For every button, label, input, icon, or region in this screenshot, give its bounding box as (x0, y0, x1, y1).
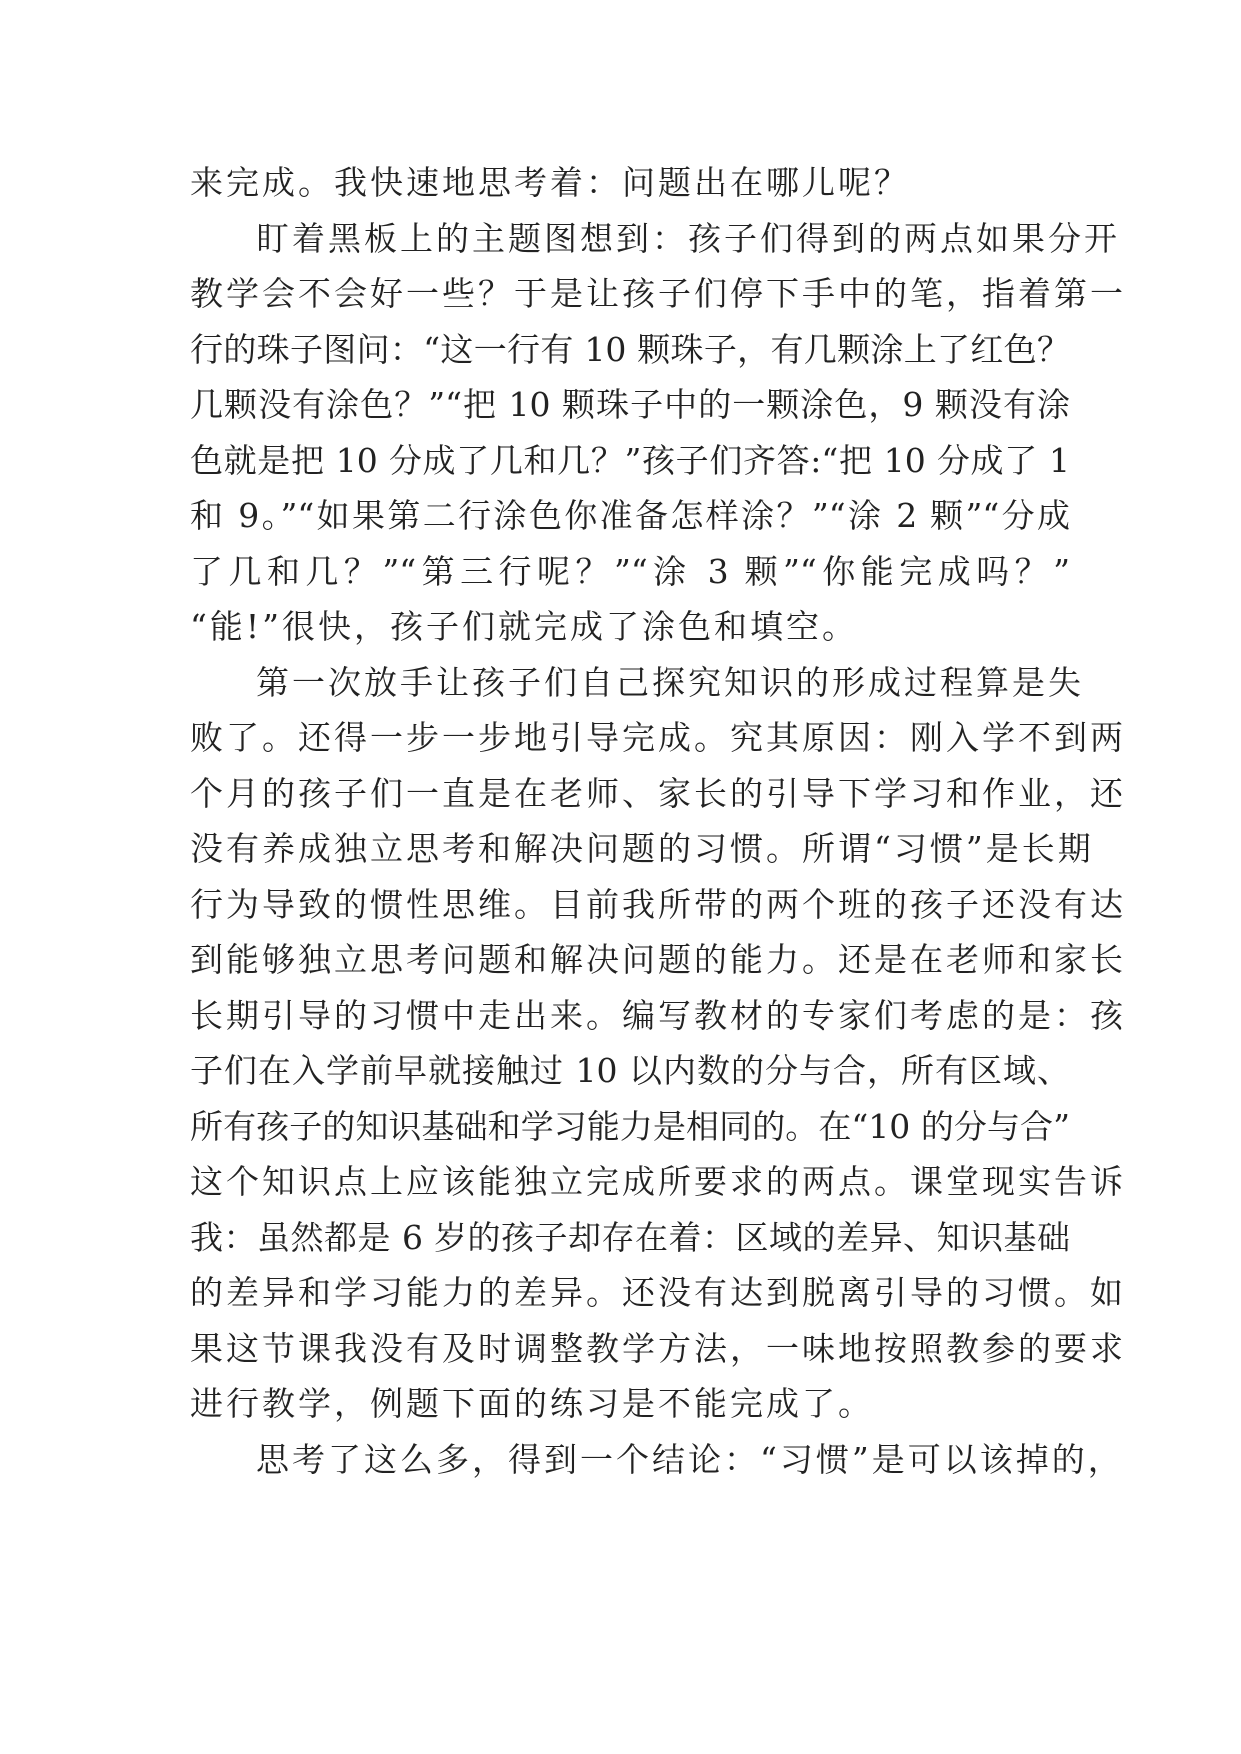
text-line: 没有养成独立思考和解决问题的习惯。所谓“习惯”是长期 (190, 829, 1094, 868)
text-line: 行的珠子图问：“这一行有 10 颗珠子，有几颗涂上了红色？ (190, 329, 1070, 369)
text-line: 的差异和学习能力的差异。还没有达到脱离引导的习惯。如 (190, 1273, 1126, 1312)
text-line: 子们在入学前早就接触过 10 以内数的分与合，所有区域、 (190, 1051, 1070, 1090)
text-line: 这个知识点上应该能独立完成所要求的两点。课堂现实告诉 (190, 1162, 1126, 1201)
text-line: 教学会不会好一些？于是让孩子们停下手中的笔，指着第一 (190, 274, 1126, 313)
text-line: 色就是把 10 分成了几和几？”孩子们齐答:“把 10 分成了 1 (190, 440, 1070, 480)
text-line: 盯着黑板上的主题图想到：孩子们得到的两点如果分开 (256, 218, 1120, 258)
text-line: 来完成。我快速地思考着：问题出在哪儿呢？ (190, 163, 910, 202)
text-line: 思考了这么多，得到一个结论：“习惯”是可以该掉的， (256, 1439, 1124, 1479)
text-line: 败了。还得一步一步地引导完成。究其原因：刚入学不到两 (190, 718, 1126, 757)
text-line: 几颗没有涂色？”“把 10 颗珠子中的一颗涂色，9 颗没有涂 (190, 385, 1070, 424)
text-line: 进行教学，例题下面的练习是不能完成了。 (190, 1384, 874, 1423)
text-line: 我：虽然都是 6 岁的孩子却存在着：区域的差异、知识基础 (190, 1217, 1070, 1257)
text-line: 长期引导的习惯中走出来。编写教材的专家们考虑的是：孩 (190, 995, 1126, 1035)
text-line: 所有孩子的知识基础和学习能力是相同的。在“10 的分与合” (190, 1106, 1070, 1146)
text-line: 果这节课我没有及时调整教学方法，一味地按照教参的要求 (190, 1328, 1126, 1368)
text-line: 个月的孩子们一直是在老师、家长的引导下学习和作业，还 (190, 773, 1126, 813)
text-line: 和 9。”“如果第二行涂色你准备怎样涂？”“涂 2 颗”“分成 (190, 496, 1070, 535)
text-line: 第一次放手让孩子们自己探究知识的形成过程算是失 (256, 662, 1084, 702)
text-line: “能!”很快，孩子们就完成了涂色和填空。 (190, 607, 859, 646)
text-line: 行为导致的惯性思维。目前我所带的两个班的孩子还没有达 (190, 884, 1126, 924)
text-line: 了几和几？”“第三行呢？”“涂 3 颗”“你能完成吗？” (190, 551, 1070, 591)
body-text (190, 155, 1126, 1487)
text-line: 到能够独立思考问题和解决问题的能力。还是在老师和家长 (190, 940, 1126, 979)
